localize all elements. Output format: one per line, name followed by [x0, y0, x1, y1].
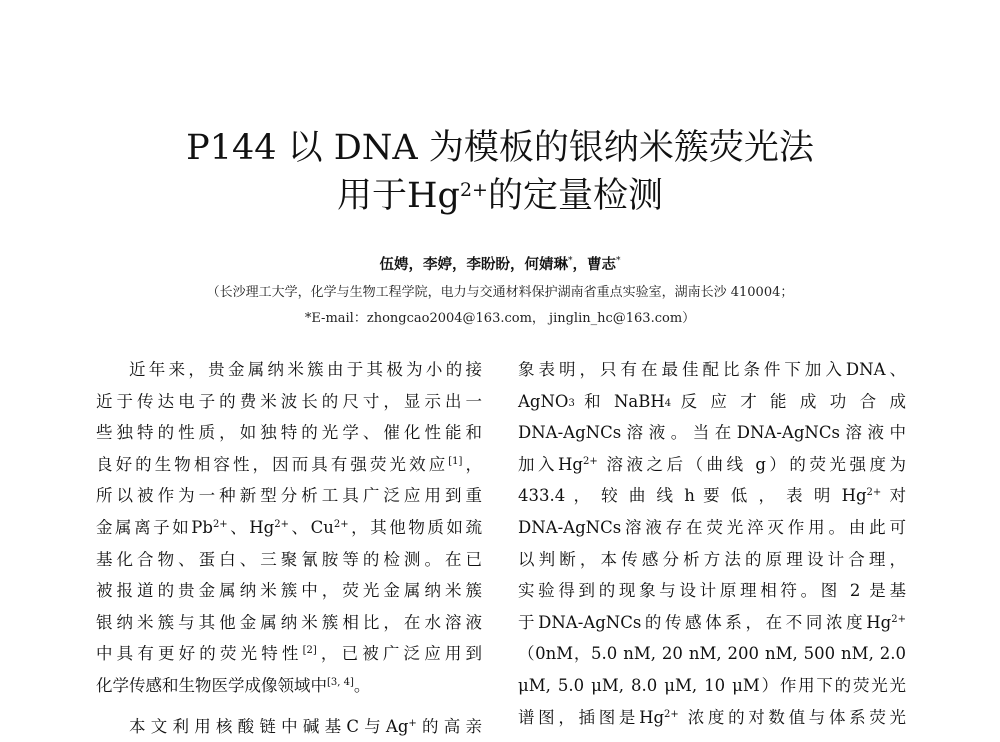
superscript: [2] — [302, 645, 317, 657]
text-line: 中具有更好的荧光特性[2]，已被广泛应用到 — [96, 644, 483, 664]
text-line: 金属离子如$Pb^{2+}$、$Hg^{2+}$、$Cu^{2+}$，其他物质如巯 — [96, 517, 482, 537]
subscript: 4 — [664, 397, 672, 409]
text-line: 近年来，贵金属纳米簇由于其极为小的接 — [129, 360, 482, 379]
subscript: 3 — [568, 397, 575, 409]
superscript: 2+ — [274, 518, 289, 530]
author-name: 李盼盼 — [466, 256, 510, 273]
superscript: 2+ — [212, 518, 228, 530]
superscript: 2+ — [664, 708, 679, 720]
text-line: 近于传达电子的费米波长的尺寸，显示出一 — [96, 391, 482, 411]
text-line: 加入$Hg^{2+}$ 溶液之后（曲线 g）的荧光强度为 — [518, 454, 906, 474]
paper-title-line-1: P144 以 DNA 为模板的银纳米簇荧光法 — [186, 128, 814, 168]
text-line: 被报道的贵金属纳米簇中，荧光金属纳米簇 — [96, 581, 482, 601]
title-suffix: 的定量检测 — [487, 176, 663, 216]
text-line: 良好的生物相容性，因而具有强荧光效应[1]， — [96, 454, 483, 474]
author-separator: ， — [572, 256, 587, 273]
text-line: 基化合物、蛋白、三聚氰胺等的检测。在已 — [96, 549, 482, 569]
text-line: DNA-AgNCs溶液存在荧光淬灭作用。由此可 — [518, 517, 906, 537]
text-line: 于DNA-AgNCs的传感体系，在不同浓度$Hg^{2+}$ — [518, 612, 906, 632]
superscript: 2+ — [891, 613, 906, 625]
corresponding-author-mark: * — [568, 256, 573, 267]
text-line: 象表明，只有在最佳配比条件下加入DNA、 — [518, 360, 906, 379]
text-line: （0nM，5.0 nM, 20 nM, 200 nM, 500 nM, 2.0 — [518, 644, 906, 664]
superscript: [3, 4] — [327, 676, 354, 688]
text-line: 本文利用核酸链中碱基C与Ag+的高亲 — [129, 716, 482, 736]
author-name: 伍娉 — [379, 256, 409, 273]
superscript: 2+ — [582, 455, 598, 467]
left-column-body — [96, 354, 482, 742]
author-separator: ， — [452, 256, 467, 273]
text-line: 些独特的性质，如独特的光学、催化性能和 — [96, 423, 482, 443]
text-line: μM, 5.0 μM, 8.0 μM, 10 μM）作用下的荧光光 — [518, 675, 906, 695]
text-line: 实验得到的现象与设计原理相符。图 2 是基 — [518, 581, 906, 601]
affiliation: （长沙理工大学，化学与生物工程学院，电力与交通材料保护湖南省重点实验室，湖南长沙 410004； — [206, 285, 794, 300]
author-separator: ， — [408, 256, 423, 273]
superscript: 2+ — [333, 518, 349, 530]
right-column-body — [518, 354, 906, 733]
superscript: + — [408, 717, 417, 729]
author-separator: ， — [510, 256, 525, 273]
title-superscript: 2+ — [459, 179, 488, 201]
text-line: 433.4 ， 较 曲 线 h 要 低 ， 表 明 $Hg^{2+}$ 对 — [518, 486, 907, 506]
paper-title-line-2 — [0, 174, 1000, 218]
text-line: AgNO$_3$ 和 NaBH$_4$ 反 应 才 能 成 功 合 成 — [518, 391, 907, 411]
email-line: *E-mail：zhongcao2004@163.com， jinglin_hc@163.com） — [304, 311, 696, 326]
text-line: DNA-AgNCs溶液。当在DNA-AgNCs溶液中 — [518, 423, 906, 443]
text-line: 所以被作为一种新型分析工具广泛应用到重 — [96, 486, 482, 506]
author-name: 李婷 — [423, 256, 452, 273]
superscript: [1] — [448, 455, 463, 467]
author-list — [0, 253, 1000, 274]
corresponding-author-mark: * — [616, 256, 621, 267]
text-line: 谱图，插图是$Hg^{2+}$ 浓度的对数值与体系荧光 — [518, 707, 906, 727]
paragraph-gap — [96, 702, 482, 711]
text-line: 以判断，本传感分析方法的原理设计合理， — [518, 549, 906, 569]
author-name: 何婧琳 — [524, 256, 568, 273]
text-line: 银纳米簇与其他金属纳米簇相比，在水溶液 — [96, 612, 482, 632]
title-prefix: 用于Hg — [337, 176, 460, 216]
author-name: 曹志 — [587, 256, 616, 273]
text-line: 化学传感和生物医学成像领域中[3, 4]。 — [96, 675, 371, 695]
superscript: 2+ — [866, 487, 882, 499]
